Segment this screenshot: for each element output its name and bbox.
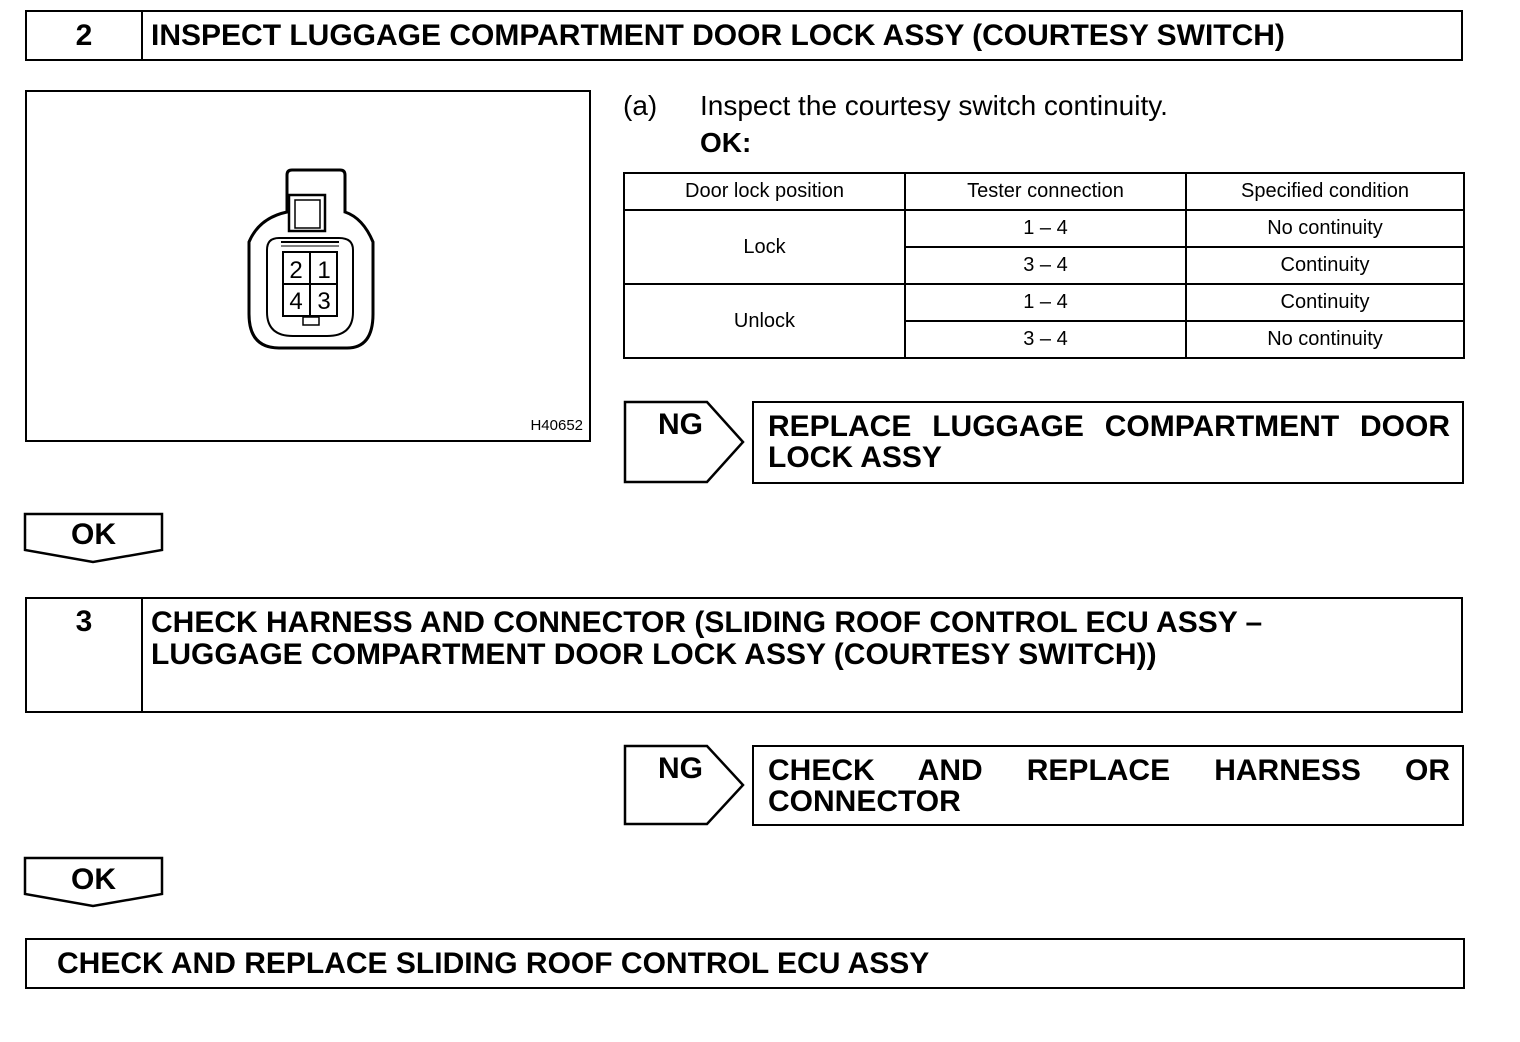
connection-cell: 3 – 4 [905, 321, 1186, 358]
instruction-text: Inspect the courtesy switch continuity. [700, 90, 1168, 121]
header-tester-connection: Tester connection [905, 173, 1186, 210]
instruction-label: (a) [623, 90, 658, 121]
ng-result-box: REPLACE LUGGAGE COMPARTMENT DOOR LOCK ASSY [752, 401, 1464, 484]
pin-4-label: 4 [289, 288, 303, 315]
step-title: CHECK HARNESS AND CONNECTOR (SLIDING ROOF CONTROL ECU ASSY – LUGGAGE COMPARTMENT DOOR LOCK ASSY (COURTESY SWITCH)) [151, 606, 1263, 671]
pin-2-label: 2 [289, 257, 303, 284]
ok-spec-label: OK: [700, 127, 752, 158]
final-action-box: CHECK AND REPLACE SLIDING ROOF CONTROL ECU ASSY [25, 938, 1465, 989]
pin-3-label: 3 [317, 288, 331, 315]
step-2-header [25, 10, 1463, 61]
step-number: 3 [27, 599, 143, 711]
ok-flow-label: OK [71, 518, 116, 551]
condition-cell: Continuity [1186, 247, 1464, 284]
header-specified-condition: Specified condition [1186, 173, 1464, 210]
table-header-row [624, 173, 1464, 210]
step-3-header [25, 597, 1463, 713]
position-cell: Lock [624, 210, 905, 284]
header-door-lock-position: Door lock position [624, 173, 905, 210]
figure-code: H40652 [530, 417, 583, 434]
pin-1-label: 1 [317, 257, 331, 284]
continuity-table [623, 172, 1465, 359]
connector-diagram [27, 92, 589, 440]
ng-label: NG [658, 752, 703, 785]
connector-figure [25, 90, 591, 442]
ok-flow-label: OK [71, 863, 116, 896]
step-number: 2 [27, 12, 143, 59]
condition-cell: Continuity [1186, 284, 1464, 321]
ng-result-box: CHECK AND REPLACE HARNESS OR CONNECTOR [752, 745, 1464, 826]
table-row [624, 210, 1464, 247]
table-row [624, 284, 1464, 321]
connection-cell: 3 – 4 [905, 247, 1186, 284]
ng-label: NG [658, 408, 703, 441]
condition-cell: No continuity [1186, 321, 1464, 358]
connection-cell: 1 – 4 [905, 284, 1186, 321]
connection-cell: 1 – 4 [905, 210, 1186, 247]
position-cell: Unlock [624, 284, 905, 358]
condition-cell: No continuity [1186, 210, 1464, 247]
step-title: INSPECT LUGGAGE COMPARTMENT DOOR LOCK ASSY (COURTESY SWITCH) [151, 19, 1285, 52]
